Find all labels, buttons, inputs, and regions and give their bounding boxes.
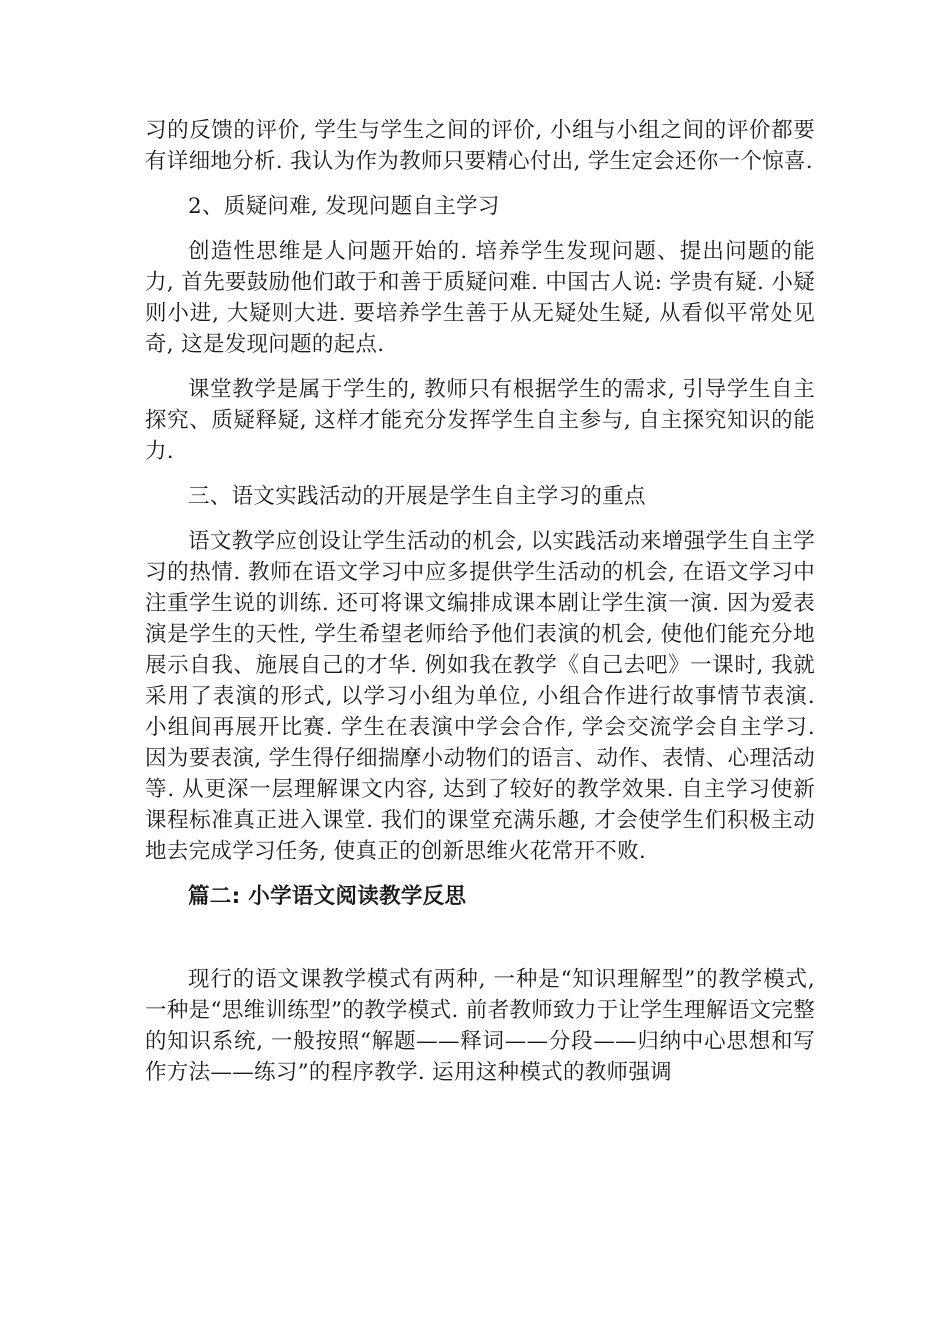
subheading-questioning: 2、质疑问难, 发现问题自主学习 [188, 194, 500, 219]
article-title-part-two: 篇二: 小学语文阅读教学反思 [188, 884, 467, 909]
paragraph-practice-activities: 语文教学应创设让学生活动的机会, 以实践活动来增强学生自主学习的热情. 教师在语文学习中应多提供学生活动的机会, 在语文学习中注重学生说的训练. 还可将课文编排成课本剧让学生演一演. 因为爱表演是学生的天性, 学生希望老师给予他们表演的机会, 使他们能充分地展示自我、施展自己的才华. 例如我在教学《自己去吧》一课时, 我就采用了表演的形式, 以学习小组为单位, 小组合作进行故事情节表演. 小组间再展开比赛. 学生在表演中学会合作, 学会交流学会自主学习. 因为要表演, 学生得仔细揣摩小动物们的语言、动作、表情、心理活动等. 从更深一层理解课文内容, 达到了较好的教学效果. 自主学习使新课程标准真正进入课堂. 我们的课堂充满乐趣, 才会使学生们积极主动地去完成学习任务, 使真正的创新思维火花常开不败. [145, 529, 815, 864]
document-page [145, 115, 815, 1088]
section-heading-practice: 三、语文实践活动的开展是学生自主学习的重点 [188, 484, 646, 509]
paragraph-teaching-modes: 现行的语文课教学模式有两种, 一种是“知识理解型”的教学模式, 一种是“思维训练型”的教学模式. 前者教师致力于让学生理解语文完整的知识系统, 一般按照“解题——释词——分段——归纳中心思想和写作方法——练习”的程序教学. 运用这种模式的教师强调 [145, 967, 815, 1085]
paragraph-classroom-teaching: 课堂教学是属于学生的, 教师只有根据学生的需求, 引导学生自主探究、质疑释疑, 这样才能充分发挥学生自主参与, 自主探究知识的能力. [145, 377, 815, 464]
paragraph-evaluation: 习的反馈的评价, 学生与学生之间的评价, 小组与小组之间的评价都要有详细地分析. 我认为作为教师只要精心付出, 学生定会还你一个惊喜. [145, 118, 815, 174]
paragraph-creative-thinking: 创造性思维是人问题开始的. 培养学生发现问题、提出问题的能力, 首先要鼓励他们敢于和善于质疑问难. 中国古人说: 学贵有疑. 小疑则小进, 大疑则大进. 要培养学生善于从无疑处生疑, 从看似平常处见奇, 这是发现问题的起点. [145, 239, 815, 357]
